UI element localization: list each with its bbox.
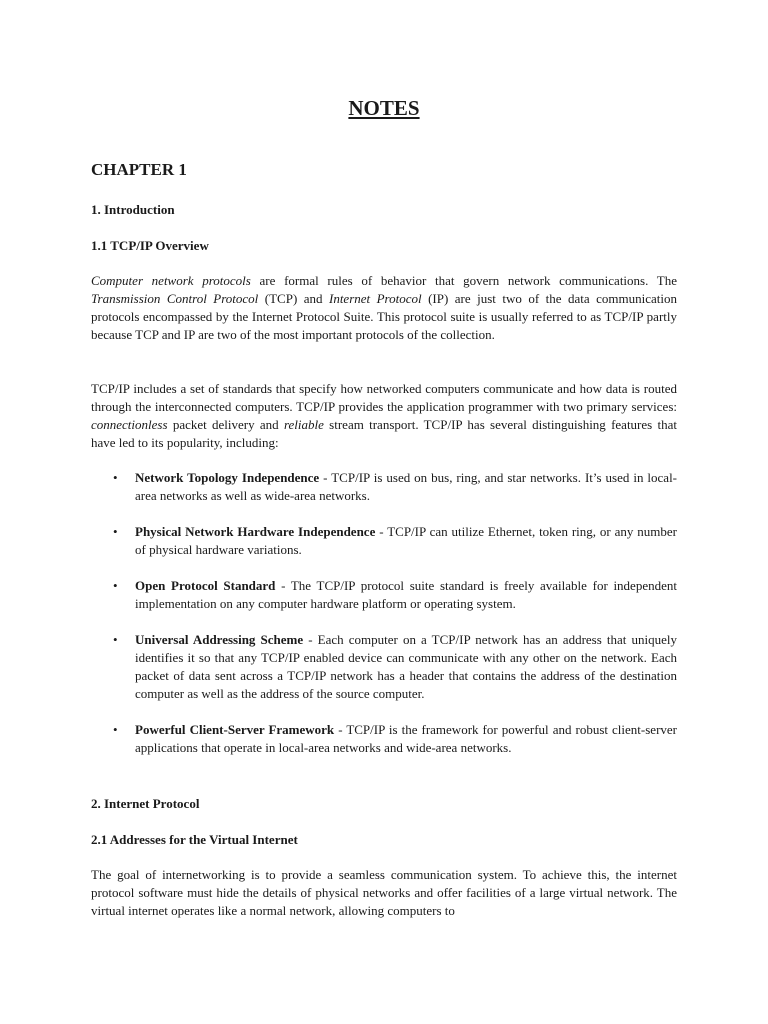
features-list	[91, 469, 677, 775]
term-transmission-control-protocol: Transmission Control Protocol	[91, 291, 259, 306]
paragraph-text: are formal rules of behavior that govern network communications. The	[250, 273, 677, 288]
chapter-heading: CHAPTER 1	[91, 160, 187, 179]
feature-description: - Each computer on a TCP/IP network has an address that uniquely identifies it so that any TCP/IP enabled device can communicate with any other on the network. Each packet of data sent across a TCP/IP network has a header that contains the address of the destination computer as well as the address of the source computer.	[135, 632, 677, 701]
section-heading-tcpip-overview: 1.1 TCP/IP Overview	[91, 238, 209, 253]
paragraph-tcpip-standards	[91, 380, 677, 452]
feature-term: Network Topology Independence	[135, 470, 320, 485]
list-item	[91, 631, 677, 703]
feature-term: Universal Addressing Scheme	[135, 632, 304, 647]
list-item	[91, 469, 677, 505]
bullet-glyph: •	[113, 470, 118, 485]
section-heading-introduction: 1. Introduction	[91, 202, 175, 217]
section-heading-addresses: 2.1 Addresses for the Virtual Internet	[91, 832, 298, 847]
paragraph-text: (TCP) and	[258, 291, 329, 306]
list-item	[91, 577, 677, 613]
bullet-glyph: •	[113, 578, 118, 593]
term-internet-protocol: Internet Protocol	[328, 291, 422, 306]
feature-term: Powerful Client-Server Framework	[135, 722, 335, 737]
paragraph-protocols	[91, 272, 677, 344]
feature-term: Physical Network Hardware Independence	[135, 524, 376, 539]
feature-description: - TCP/IP is the framework for powerful and robust client-server applications that operate in local-area networks and wide-area networks.	[135, 722, 677, 755]
feature-term: Open Protocol Standard	[135, 578, 276, 593]
term-computer-network-protocols: Computer network protocols	[91, 273, 251, 288]
feature-description: - TCP/IP can utilize Ethernet, token ring, or any number of physical hardware variations.	[135, 524, 677, 557]
bullet-glyph: •	[113, 722, 118, 737]
bullet-glyph: •	[113, 524, 118, 539]
page-title: NOTES	[348, 96, 420, 120]
paragraph-text: (IP) are just two of the data communication protocols encompassed by the Internet Protocol Suite. This protocol suite is usually referred to as TCP/IP partly because TCP and IP are two of the most important protocols of the collection.	[91, 291, 677, 342]
paragraph-internetworking: The goal of internetworking is to provide a seamless communication system. To achieve this, the internet protocol software must hide the details of physical networks and offer facilities of a large virtual network. The virtual internet operates like a normal network, allowing computers to	[91, 867, 677, 918]
paragraph-text: TCP/IP includes a set of standards that specify how networked computers communicate and how data is routed through the interconnected computers. TCP/IP provides the application programmer with two primary services:	[91, 381, 677, 414]
term-reliable: reliable	[283, 417, 324, 432]
term-connectionless: connectionless	[91, 417, 168, 432]
list-item	[91, 721, 677, 757]
list-item	[91, 523, 677, 559]
bullet-glyph: •	[113, 632, 118, 647]
paragraph-text: stream transport. TCP/IP has several distinguishing features that have led to its popularity, including:	[91, 417, 677, 450]
paragraph-text: packet delivery and	[167, 417, 284, 432]
feature-description: - TCP/IP is used on bus, ring, and star networks. It’s used in local-area networks as well as wide-area networks.	[135, 470, 678, 503]
section-heading-internet-protocol: 2. Internet Protocol	[91, 796, 200, 811]
feature-description: - The TCP/IP protocol suite standard is freely available for independent implementation on any computer hardware platform or operating system.	[135, 578, 677, 611]
